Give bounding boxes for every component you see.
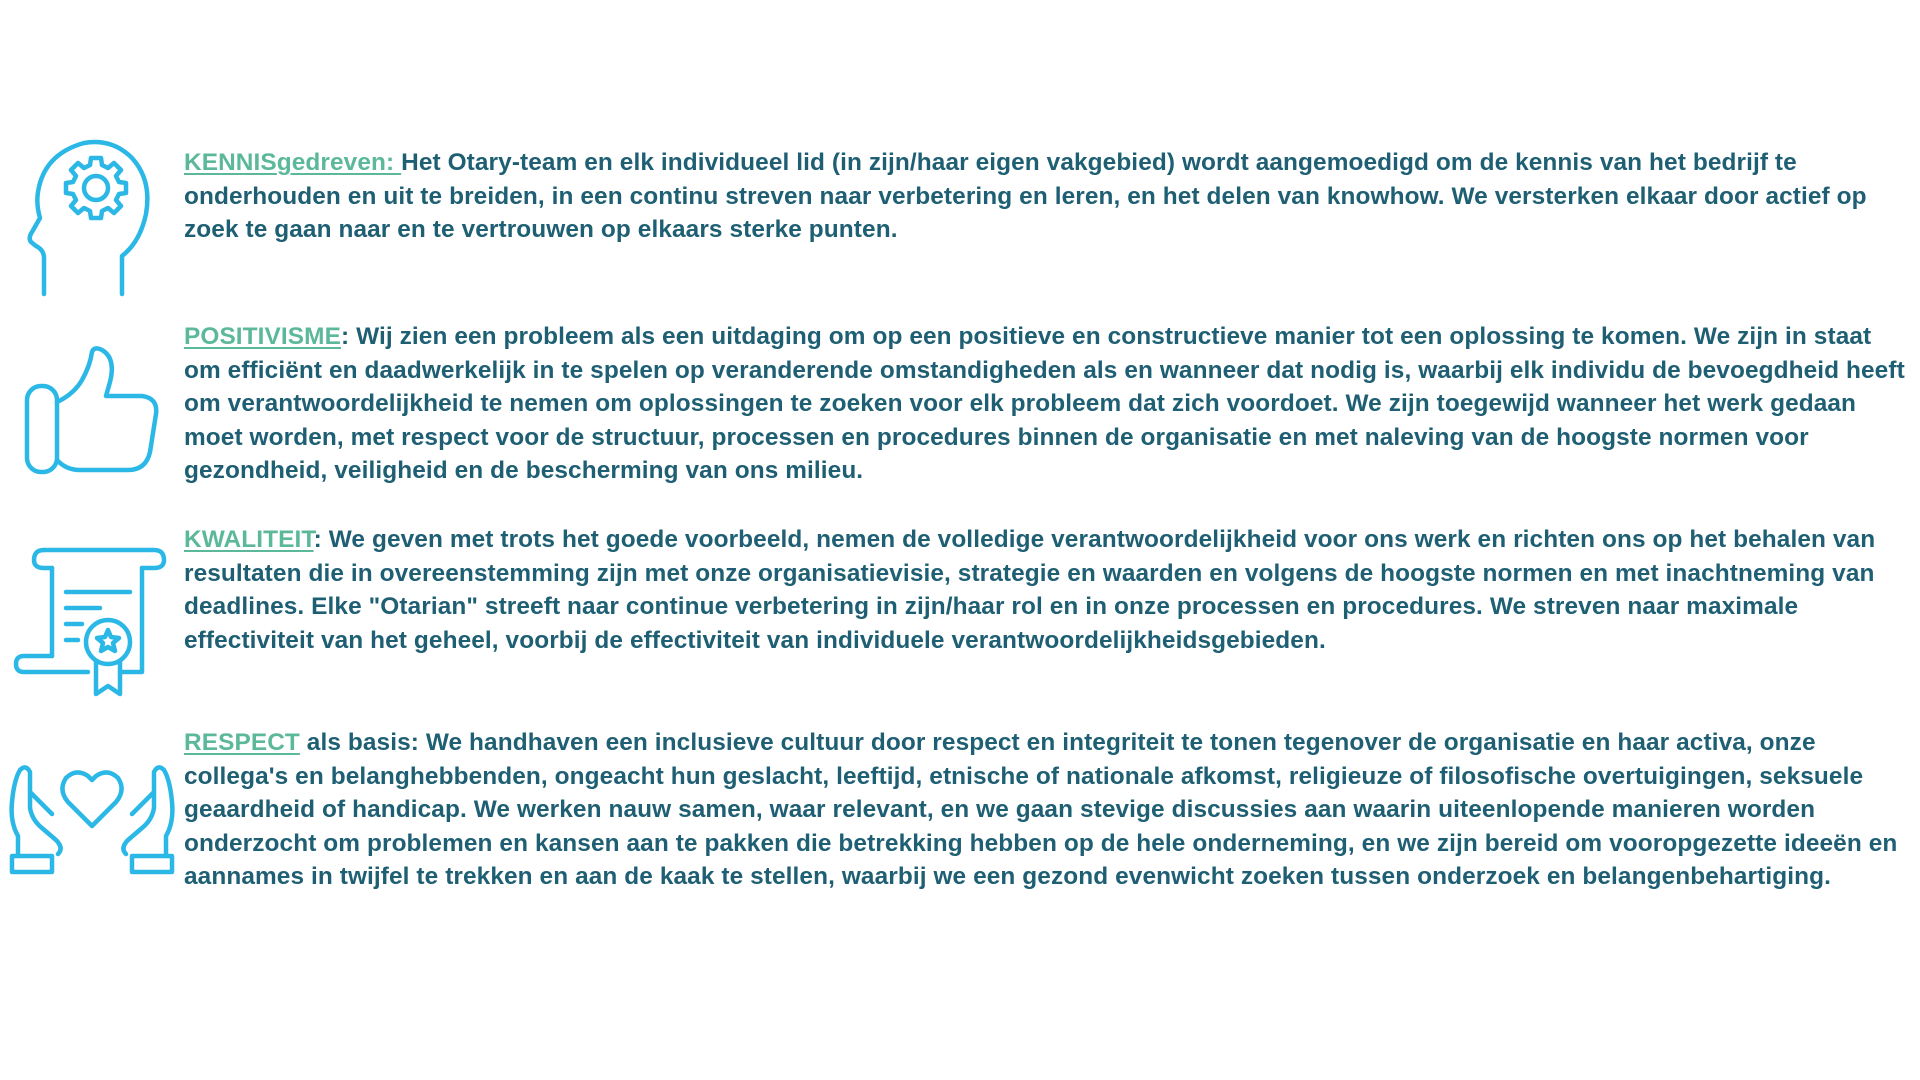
value-description: : Wij zien een probleem als een uitdaging om op een positieve en constructieve manier tot een oplossing te komen. We zijn in staat om efficiënt en daadwerkelijk in te spelen op veranderende omstandigheden als en wanneer dat nodig is, waarbij elk individu de bevoegdheid heeft om verantwoordelijkheid te nemen om oplossingen te zoeken voor elk probleem dat zich voordoet. We zijn toegewijd wanneer het werk gedaan moet worden, met respect voor de structuur, processen en procedures binnen de organisatie en met naleving van de hoogste normen voor gezondheid, veiligheid en de bescherming van ons milieu. xyxy=(184,323,1905,484)
hands-heart-icon xyxy=(8,756,176,874)
value-text xyxy=(184,726,1909,894)
thumbs-up-icon xyxy=(24,346,162,476)
value-keyword: KENNISgedreven: xyxy=(184,149,402,176)
value-keyword: POSITIVISME xyxy=(184,323,341,350)
value-keyword: KWALITEIT xyxy=(184,526,314,553)
value-text xyxy=(184,523,1909,657)
value-keyword: RESPECT xyxy=(184,729,300,756)
value-description: : We geven met trots het goede voorbeeld, nemen de volledige verantwoordelijkheid voor ons werk en richten ons op het behalen van resultaten die in overeenstemming zijn met onze organisatievisie, strategie en waarden en volgens de hoogste normen en met inachtneming van deadlines. Elke "Otarian" streeft naar continue verbetering in zijn/haar rol en in onze processen en procedures. We streven naar maximale effectiviteit van het geheel, voorbij de effectiviteit van individuele verantwoordelijkheidsgebieden. xyxy=(184,526,1876,654)
value-description: Het Otary-team en elk individueel lid (in zijn/haar eigen vakgebied) wordt aangemoedigd om de kennis van het bedrijf te onderhouden en uit te breiden, in een continu streven naar verbetering en leren, en het delen van knowhow. We versterken elkaar door actief op zoek te gaan naar en te vertrouwen op elkaars sterke punten. xyxy=(184,149,1867,243)
certificate-icon xyxy=(14,546,168,698)
value-description: als basis: We handhaven een inclusieve cultuur door respect en integriteit te tonen tegenover de organisatie en haar activa, onze collega's en belanghebbenden, ongeacht hun geslacht, leeftijd, etnische of nationale afkomst, religieuze of filosofische overtuigingen, seksuele geaardheid of handicap. We werken nauw samen, waar relevant, en we gaan stevige discussies aan waarin uiteenlopende manieren worden onderzocht om problemen en kansen aan te pakken die betrekking hebben op de hele onderneming, en we zijn bereid om vooropgezette ideeën en aannames in twijfel te trekken en aan de kaak te stellen, waarbij we een gezond evenwicht zoeken tussen onderzoek en belangenbehartiging. xyxy=(184,729,1898,890)
value-text xyxy=(184,146,1909,247)
value-text xyxy=(184,320,1909,488)
head-gear-icon xyxy=(26,138,156,296)
